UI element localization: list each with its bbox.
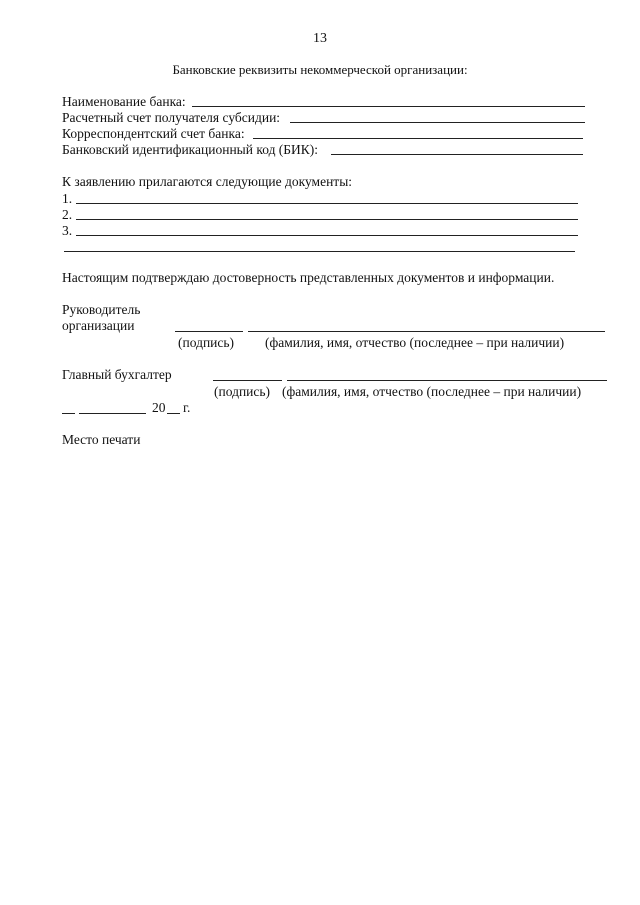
doc-number-3: 3. — [62, 223, 73, 238]
head-label-line1: Руководитель — [62, 302, 141, 317]
head-signature-caption: (подпись) — [178, 335, 235, 350]
section-title: Банковские реквизиты некоммерческой организации: — [172, 62, 468, 77]
page-number: 13 — [313, 31, 327, 46]
stamp-label: Место печати — [62, 432, 141, 447]
date-month-field[interactable] — [79, 413, 146, 414]
doc-number-2: 2. — [62, 207, 73, 222]
head-fio-caption: (фамилия, имя, отчество (последнее – при наличии) — [265, 335, 565, 350]
doc-field-1[interactable] — [76, 203, 578, 204]
date-year-suffix: г. — [183, 400, 191, 415]
head-signature-field[interactable] — [175, 331, 243, 332]
bank-name-label: Наименование банка: — [62, 94, 186, 109]
account-field[interactable] — [290, 122, 585, 123]
head-fio-field[interactable] — [248, 331, 605, 332]
head-label-line2: организации — [62, 318, 135, 333]
accountant-signature-caption: (подпись) — [214, 384, 271, 399]
confirmation-text: Настоящим подтверждаю достоверность представленных документов и информации. — [62, 270, 555, 285]
corr-account-field[interactable] — [253, 138, 583, 139]
doc-field-2[interactable] — [76, 219, 578, 220]
date-year-field[interactable] — [167, 413, 180, 414]
accountant-label: Главный бухгалтер — [62, 367, 172, 382]
bik-label: Банковский идентификационный код (БИК): — [62, 142, 319, 157]
date-year-prefix: 20 — [152, 400, 166, 415]
doc-field-extra[interactable] — [64, 251, 575, 252]
accountant-fio-caption: (фамилия, имя, отчество (последнее – при наличии) — [282, 384, 582, 399]
corr-account-label: Корреспондентский счет банка: — [62, 126, 245, 141]
date-day-field[interactable] — [62, 413, 75, 414]
doc-number-1: 1. — [62, 191, 73, 206]
bank-name-field[interactable] — [192, 106, 585, 107]
bik-field[interactable] — [331, 154, 583, 155]
docs-intro: К заявлению прилагаются следующие документы: — [62, 174, 353, 189]
accountant-signature-field[interactable] — [213, 380, 282, 381]
accountant-fio-field[interactable] — [287, 380, 607, 381]
doc-field-3[interactable] — [76, 235, 578, 236]
account-label: Расчетный счет получателя субсидии: — [62, 110, 281, 125]
